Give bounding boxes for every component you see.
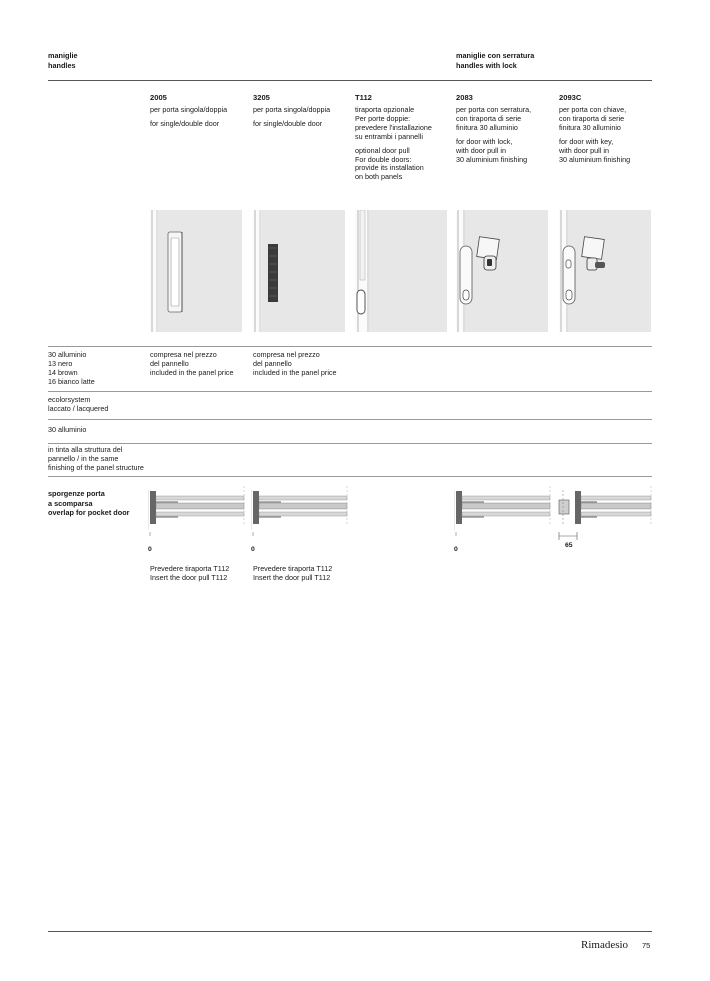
overlap-diagram-2093c (557, 486, 653, 548)
section-heading-handles-with-lock (456, 51, 534, 70)
finish-rule-5 (48, 476, 652, 477)
lock-handle-illustration (456, 210, 548, 332)
heading-handles-en: handles (48, 60, 76, 70)
finish-rule-2 (48, 391, 652, 392)
desc-it: per porta con serratura, con tiraporta di serie finitura 30 alluminio (456, 105, 532, 132)
desc-it: per porta singola/doppia (253, 105, 331, 114)
grip-handle-illustration (253, 210, 345, 332)
product-code: 2083 (456, 93, 473, 102)
finish-rule-4 (48, 443, 652, 444)
overlap-value-2093c: 65 (565, 542, 573, 549)
section-heading-handles (48, 51, 78, 70)
price-note-3205: compresa nel prezzo del pannello included in the panel price (253, 350, 337, 377)
desc-it: tiraporta opzionale Per porte doppie: prevedere l'installazione su entrambi i pannelli (355, 105, 432, 141)
finish-label-structure: in tinta alla struttura del pannello / in the same finishing of the panel structure (48, 445, 144, 472)
overlap-diagram-2083 (454, 486, 554, 536)
door-pull-illustration (355, 210, 447, 332)
desc-en: optional door pull For double doors: provide its installation on both panels (355, 145, 424, 182)
desc-en: for door with key, with door pull in 30 aluminium finishing (559, 136, 631, 164)
page-number: 75 (642, 941, 651, 950)
handle-2005-image (150, 210, 242, 332)
overlap-value-3205: 0 (251, 546, 255, 553)
overlap-value-2083: 0 (454, 546, 458, 553)
product-code: 2093C (559, 93, 582, 102)
column-3205 (253, 93, 353, 129)
desc-it: per porta singola/doppia (150, 105, 228, 114)
product-code: 2005 (150, 93, 167, 102)
column-2005 (150, 93, 250, 129)
finish-label-aluminium: 30 alluminio (48, 425, 87, 434)
header-rule (48, 80, 652, 81)
footer-rule (48, 931, 652, 932)
heading-handles-it: maniglie (48, 51, 78, 60)
door-pull-t112-image (355, 210, 447, 332)
overlap-value-2005: 0 (148, 546, 152, 553)
handle-2083-image (456, 210, 548, 332)
finish-rule-1 (48, 346, 652, 347)
price-note-2005: compresa nel prezzo del pannello included in the panel price (150, 350, 234, 377)
overlap-diagram-3205 (251, 486, 351, 536)
overlap-note-3205: Prevedere tiraporta T112 Insert the door pull T112 (253, 564, 333, 582)
overlap-label: sporgenze porta a scomparsa overlap for pocket door (48, 489, 130, 517)
brand-logo: Rimadesio (581, 939, 629, 951)
desc-en: for door with lock, with door pull in 30 aluminium finishing (456, 136, 528, 164)
product-code: 3205 (253, 93, 270, 102)
overlap-diagram-2005 (148, 486, 248, 536)
handle-3205-image (253, 210, 345, 332)
heading-lock-en: handles with lock (456, 60, 517, 70)
product-code: T112 (355, 93, 372, 102)
key-handle-illustration (559, 210, 651, 332)
desc-en: for single/double door (253, 118, 323, 128)
overlap-note-2005: Prevedere tiraporta T112 Insert the door pull T112 (150, 564, 230, 582)
heading-lock-it: maniglie con serratura (456, 51, 535, 60)
recessed-handle-illustration (150, 210, 242, 332)
handle-2093c-image (559, 210, 651, 332)
finish-label-ecolorsystem: ecolorsystem laccato / lacquered (48, 395, 109, 413)
desc-it: per porta con chiave, con tiraporta di serie finitura 30 alluminio (559, 105, 627, 132)
column-t112 (355, 93, 455, 182)
desc-en: for single/double door (150, 118, 220, 128)
column-2093c (559, 93, 659, 164)
column-2083 (456, 93, 556, 164)
finish-label-aluminium-black-brown-white: 30 alluminio 13 nero 14 brown 16 bianco latte (48, 350, 95, 386)
finish-rule-3 (48, 419, 652, 420)
